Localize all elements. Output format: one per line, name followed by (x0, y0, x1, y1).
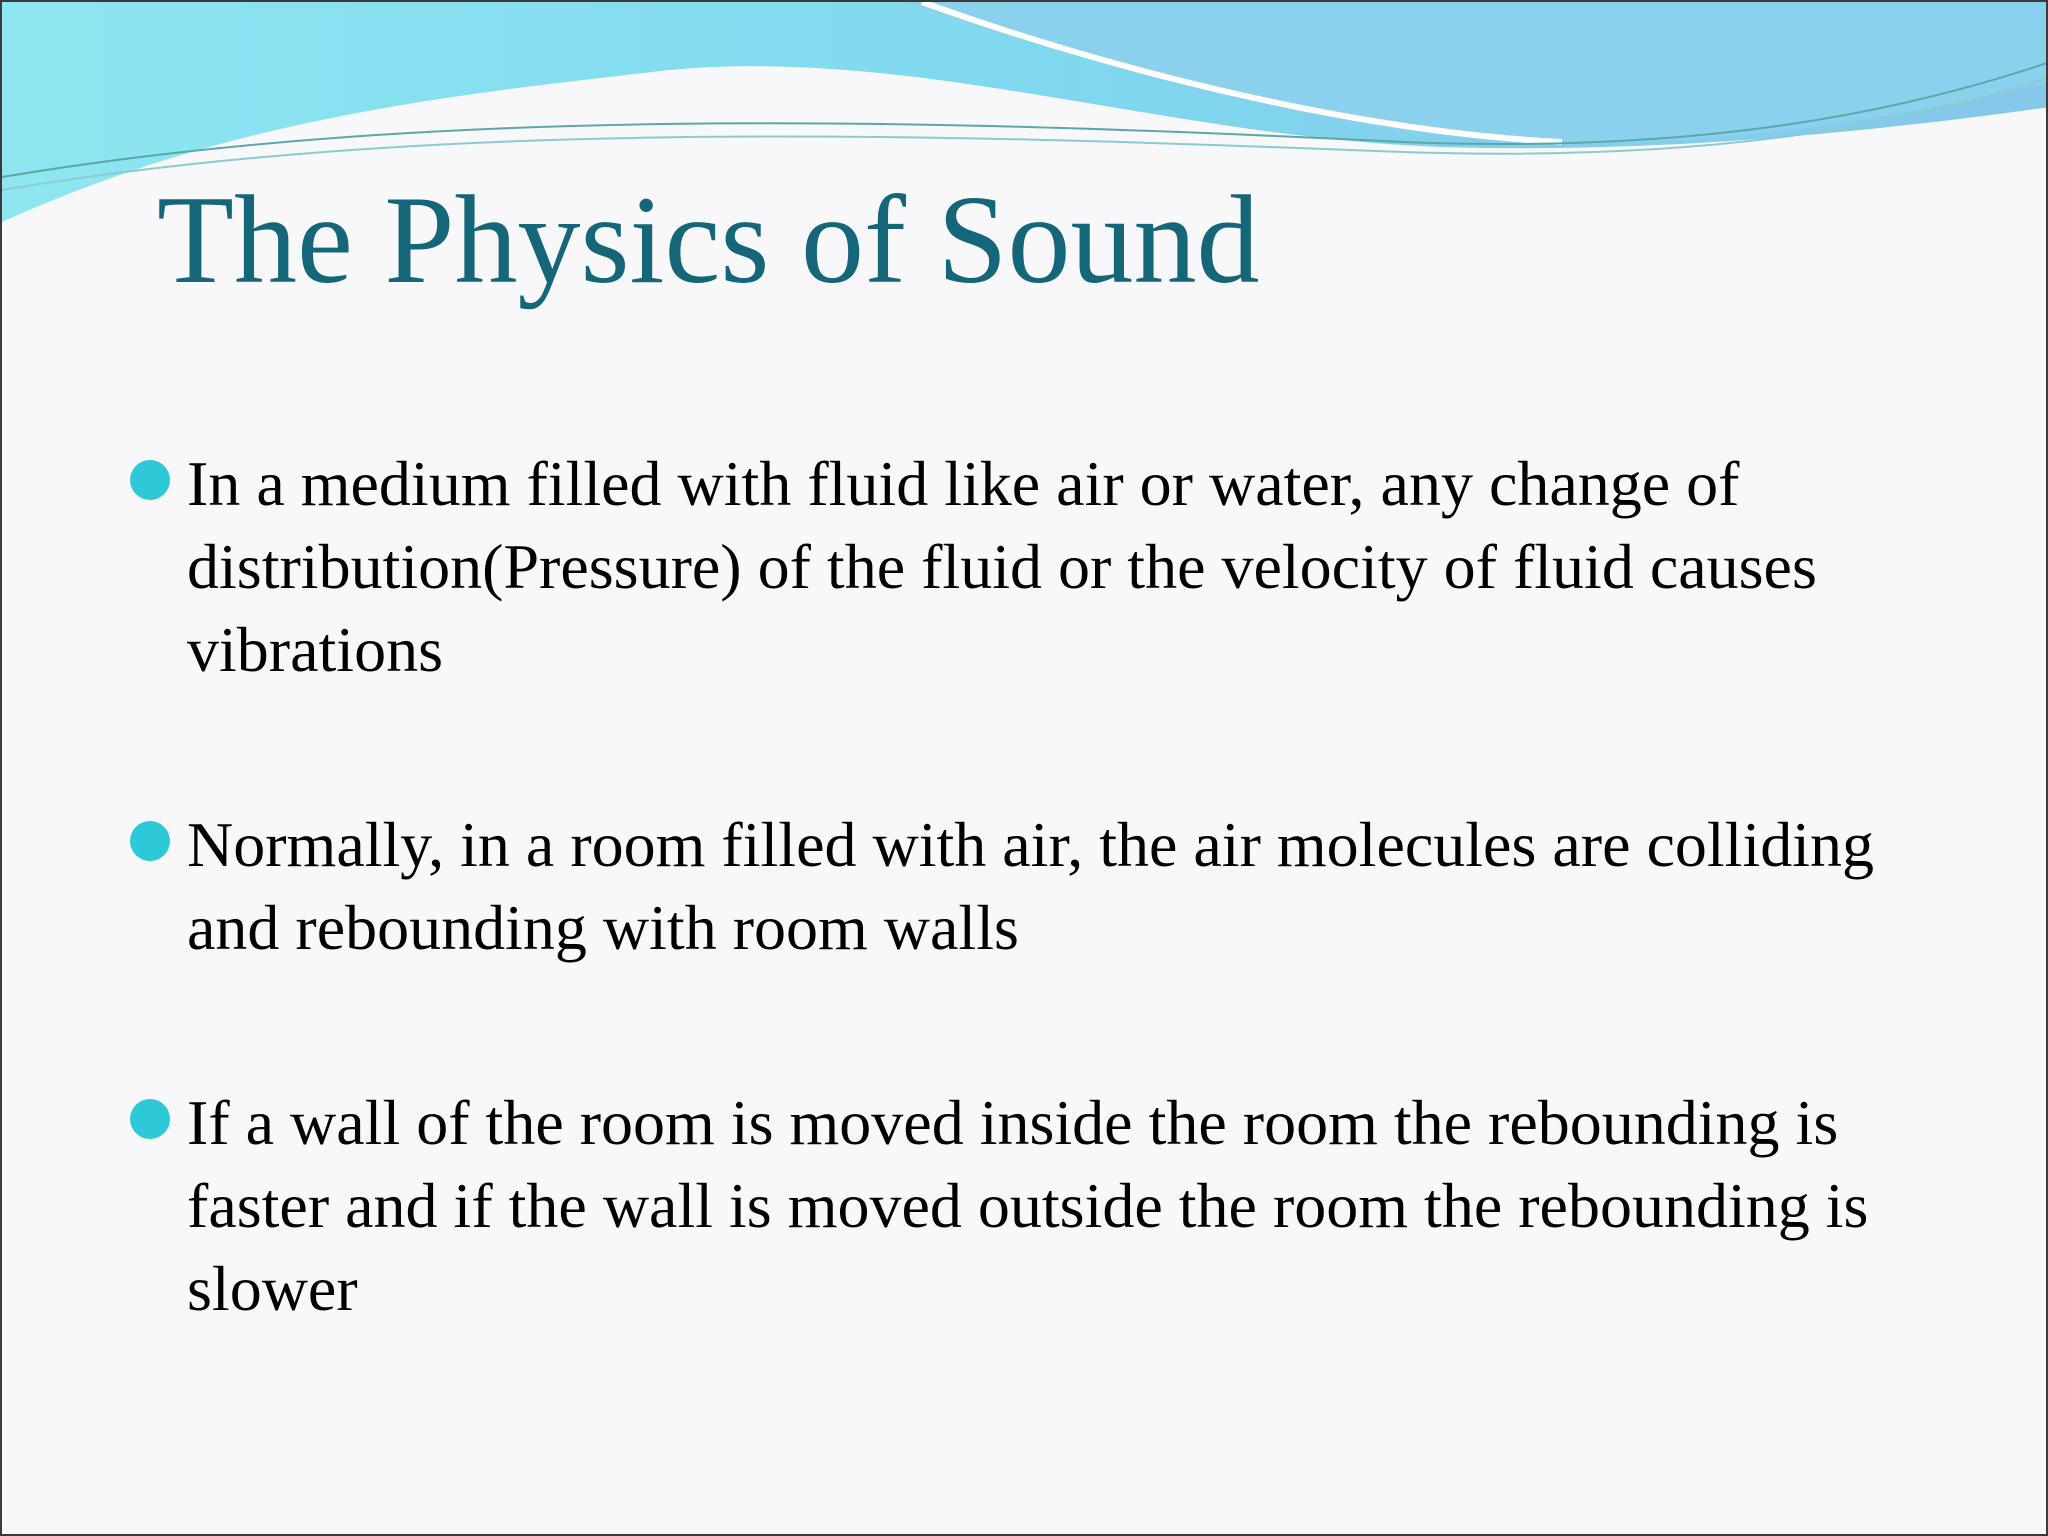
bullet-item (130, 442, 1950, 691)
bullet-text: In a medium filled with fluid like air or water, any change of distribution(Pressure) of the fluid or the velocity of fluid causes vibrations (187, 448, 1817, 685)
bullet-dot-icon (130, 821, 170, 861)
bullet-text: Normally, in a room filled with air, the air molecules are colliding and rebounding with room walls (187, 809, 1874, 963)
bullet-text: If a wall of the room is moved inside the room the rebounding is faster and if the wall is moved outside the room the rebounding is slower (187, 1087, 1869, 1324)
slide-title: The Physics of Sound (157, 171, 1260, 310)
bullet-dot-icon (130, 1099, 170, 1139)
bullet-item (130, 1081, 1950, 1330)
bullet-list (130, 442, 1950, 1330)
bullet-item (130, 803, 1950, 969)
bullet-dot-icon (130, 460, 170, 500)
